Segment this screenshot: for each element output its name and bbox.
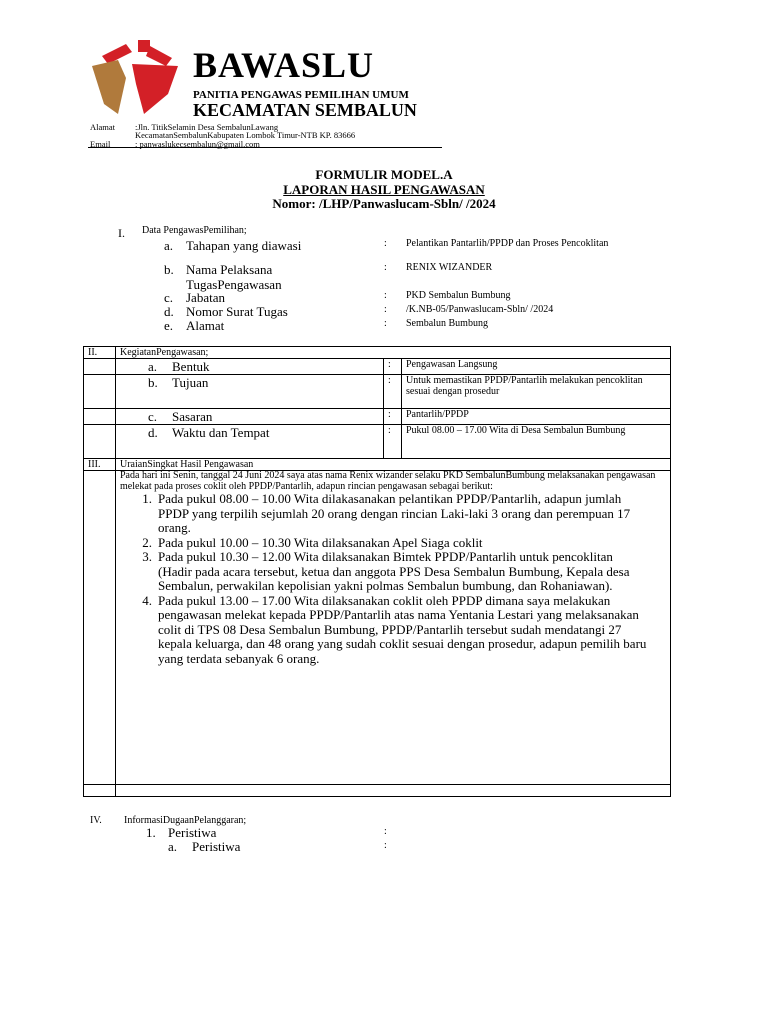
form-title: FORMULIR MODEL.A xyxy=(315,167,453,182)
alamat-line2: KecamatanSembalunKabupaten Lombok Timur-NTB KP. 83666 xyxy=(135,130,356,140)
section2-row-c: c. Sasaran : Pantarlih/PPDP xyxy=(84,409,671,425)
report-number: Nomor: /LHP/Panwaslucam-Sbln/ /2024 xyxy=(272,196,496,211)
alamat-line1: :Jln. TitikSelamin Desa SembalunLawang xyxy=(135,122,279,132)
alamat-label: Alamat xyxy=(90,122,116,132)
section2-row-d: d. Waktu dan Tempat : Pukul 08.00 – 17.00 Wita di Desa Sembalun Bumbung xyxy=(84,425,671,459)
list-item: 1. Pada pukul 08.00 – 10.00 Wita dilakasanakan pelantikan PPDP/Pantarlih, adapun jumlah PPDP yang terpilih sejumlah 20 orang dengan rincian Laki-laki 3 orang dan perempuan 17 orang. xyxy=(142,491,631,535)
section2-title: KegiatanPengawasan; xyxy=(116,347,671,359)
table-empty-row xyxy=(84,785,671,797)
section2-row-a: a. Bentuk : Pengawasan Langsung xyxy=(84,359,671,375)
email-label: Email xyxy=(90,139,111,149)
list-item: 3. Pada pukul 10.30 – 12.00 Wita dilaksanakan Bimtek PPDP/Pantarlih untuk pencoklitan (Hadir pada acara tersebut, ketua dan anggota PPS Desa Sembalun Bumbung, Kepala desa Sembalun, perwakilan kepolisian yakni polmas Sembalun bumbung, dan Rohaniawan). xyxy=(142,549,630,593)
section4-item1-number: 1. xyxy=(146,825,156,840)
section4-item1a-colon: : xyxy=(384,840,387,851)
email-value: : panwaslukecsembalun@gmail.com xyxy=(135,139,260,149)
list-item: 4. Pada pukul 13.00 – 17.00 Wita dilaksanakan coklit oleh PPDP dimana saya melakukan pengawasan melekat kepada PPDP/Pantarlih atas nama Yentania Lestari yang melaksanakan colit di TPS 08 Desa Sembalun Bumbung, PPDP/Pantarlih tersebut sudah mendatangi 27 kepala keluarga, dan 48 orang yang sudah coklit sesuai dengan prosedur, adapun pemilih baru yang terdata sebanyak 6 orang. xyxy=(142,592,647,666)
section3-title: UraianSingkat Hasil Pengawasan xyxy=(116,459,671,471)
section4-item1-colon: : xyxy=(384,826,387,837)
section3-content xyxy=(116,471,671,785)
brand-title: BAWASLU xyxy=(193,45,375,85)
section4-item1-label: Peristiwa xyxy=(168,825,217,840)
section4-number: IV. xyxy=(90,815,102,826)
bawaslu-logo xyxy=(88,38,184,118)
panitia-heading: PANITIA PENGAWAS PEMILIHAN UMUM xyxy=(193,89,409,101)
report-table xyxy=(83,346,671,797)
section1-title: Data PengawasPemilihan; xyxy=(142,225,247,236)
header-divider xyxy=(88,147,442,148)
section2-number: II. xyxy=(84,347,116,359)
section3-intro: Pada hari ini Senin, tanggal 24 Juni 2024 saya atas nama Renix wizander selaku PKD SembalunBumbung melaksanakan pengawasan melekat pada proses coklit oleh PPDP/Pantarlih, adapun rincian pengawasan sebagai berikut: xyxy=(120,470,656,492)
section1-number: I. xyxy=(118,226,125,240)
report-title: LAPORAN HASIL PENGAWASAN xyxy=(283,182,485,197)
section3-number: III. xyxy=(84,459,116,471)
list-item: 2. Pada pukul 10.00 – 10.30 Wita dilaksanakan Apel Siaga coklit xyxy=(142,534,483,550)
section4-item1a-letter: a. xyxy=(168,839,178,854)
kecamatan-heading: KECAMATAN SEMBALUN xyxy=(193,100,417,120)
section2-row-b: b. Tujuan : Untuk memastikan PPDP/Pantarlih melakukan pencoklitan sesuai dengan prosedur xyxy=(84,375,671,409)
section4-title: InformasiDugaanPelanggaran; xyxy=(124,815,247,826)
section4-item1a-label: Peristiwa xyxy=(192,839,241,854)
